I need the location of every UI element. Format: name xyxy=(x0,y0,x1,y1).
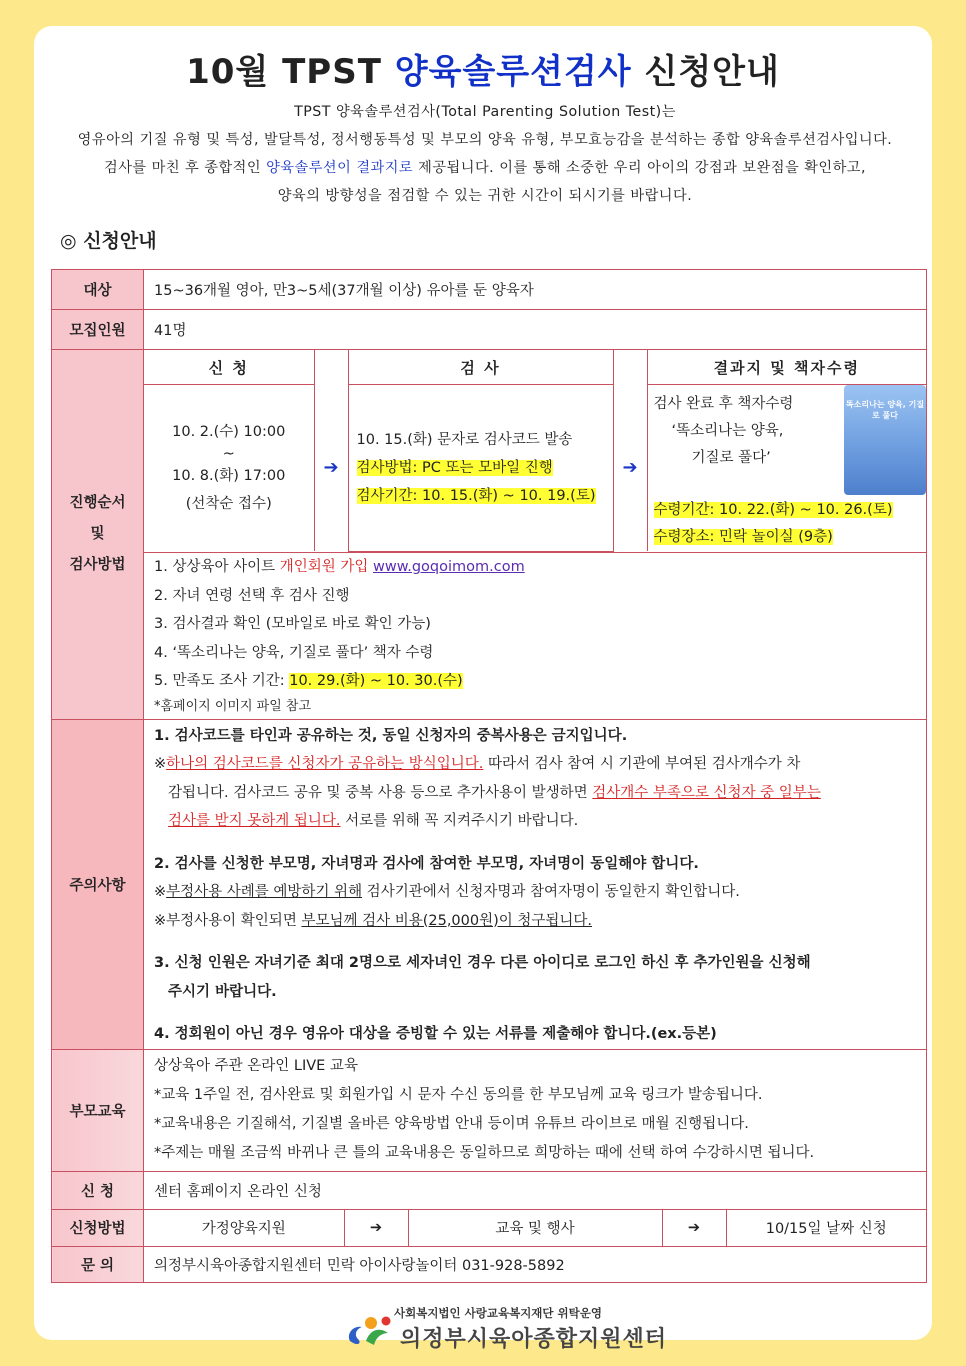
notice-paper xyxy=(34,26,932,1352)
contact-value: 의정부시육아종합지원센터 민락 아이사랑놀이터 031-928-5892 xyxy=(144,1246,927,1282)
method-step-1: 가정양육지원 xyxy=(144,1210,344,1246)
education-label: 부모교육 xyxy=(52,1049,144,1171)
contact-row xyxy=(52,1246,927,1282)
center-logo-icon xyxy=(344,1311,396,1349)
apply-label: 신 청 xyxy=(52,1171,144,1209)
apply-method-row xyxy=(52,1209,927,1246)
intro-text xyxy=(56,98,914,210)
intro-line-1: TPST 양육솔루션검사(Total Parenting Solution Test)는 xyxy=(294,104,676,120)
section-title: ◎ 신청안내 xyxy=(60,230,157,252)
apply-method-label: 신청방법 xyxy=(52,1209,144,1246)
caution-content: 1. 검사코드를 타인과 공유하는 것, 동일 신청자의 중복사용은 금지입니다. ※하나의 검사코드를 신청자가 공유하는 방식입니다. 따라서 검사 참여 시 기관에 부여된 검사개수가 차 감됩니다. 검사코드 공유 및 중복 사용 등으로 추가사용이 발생하면 검사개수 부족으로 신청자 중 일부는 검사를 받지 못하게 됩니다. 서로를 위해 꼭 지켜주시기 바랍니다. 2. 검사를 신청한 부모명, 자녀명과 검사에 참여한 부모명, 자녀명이 동일해야 합니다. ※부정사용 사례를 예방하기 위해 검사기관에서 신청자명과 참여자명이 동일한지 확인합니다. ※부정사용이 확인되면 부모님께 검사 비용(25,000원)이 청구됩니다. 3. 신청 인원은 자녀기준 최대 2명으로 세자녀인 경우 다른 아이디로 로그인 하신 후 추가인원을 신청해 주시기 바랍니다. 4. 정회원이 아닌 경우 영유아 대상을 증빙할 수 있는 서류를 제출해야 합니다.(ex.등본) xyxy=(144,719,927,1049)
step-test-body: 10. 15.(화) 문자로 검사코드 발송 검사방법: PC 또는 모바일 진행 검사기간: 10. 15.(화) ~ 10. 19.(토) xyxy=(348,385,613,552)
title-highlight: 양육솔루션검사 xyxy=(394,52,632,92)
step-result-body: 검사 완료 후 책자수령 ‘똑소리나는 양육, 기질로 풀다’ 똑소리나는 양육, 기질로 풀다 수령기간: 10. 22.(화) ~ 10. 26.(토) 수령장소: 민락 놀이실 (9층) xyxy=(647,385,926,552)
site-link[interactable]: www.goqoimom.com xyxy=(372,559,525,576)
intro-line-4: 양육의 방향성을 점검할 수 있는 귀한 시간이 되시기를 바랍니다. xyxy=(277,188,693,204)
target-label: 대상 xyxy=(52,270,144,310)
page-title: 10월 TPST 양육솔루션검사 신청안내 xyxy=(186,52,780,92)
education-content: 상상육아 주관 온라인 LIVE 교육 *교육 1주일 전, 검사완료 및 회원가입 시 문자 수신 동의를 한 부모님께 교육 링크가 발송됩니다. *교육내용은 기질해석, 기질별 올바른 양육방법 안내 등이며 유튜브 라이브로 매월 진행됩니다. *주제는 매월 조금씩 바뀌나 큰 틀의 교육내용은 동일하므로 희망하는 때에 선택 하여 수강하시면 됩니다. xyxy=(144,1049,927,1171)
apply-value: 센터 홈페이지 온라인 신청 xyxy=(144,1171,927,1209)
step-result-title: 결과지 및 책자수령 xyxy=(647,350,926,385)
org-operator: 사회복지법인 사랑교육복지재단 위탁운영 xyxy=(394,1306,602,1320)
contact-label: 문 의 xyxy=(52,1246,144,1282)
arrow-icon: ➔ xyxy=(344,1210,408,1246)
method-step-3: 10/15일 날짜 신청 xyxy=(765,1221,887,1237)
recruit-value: 41명 xyxy=(144,310,927,350)
intro-line-3: 검사를 마친 후 종합적인 양육솔루션이 결과지로 제공됩니다. 이를 통해 소중한 우리 아이의 강점과 보완점을 확인하고, xyxy=(103,160,866,176)
step-test-title: 검 사 xyxy=(348,350,613,385)
arrow-icon: ➔ xyxy=(622,457,638,478)
target-value: 15~36개월 영아, 만3~5세(37개월 이상) 유아를 둔 양육자 xyxy=(144,270,927,310)
recruit-row xyxy=(52,310,927,350)
arrow-icon: ➔ xyxy=(662,1210,726,1246)
step-apply-title: 신 청 xyxy=(144,350,314,385)
application-table xyxy=(51,269,927,1283)
education-row xyxy=(52,1049,927,1171)
book-cover-image: 똑소리나는 양육, 기질로 풀다 xyxy=(844,385,926,495)
process-list: 1. 상상육아 사이트 개인회원 가입 www.goqoimom.com 2. 자녀 연령 선택 후 검사 진행 3. 검사결과 확인 (모바일로 바로 확인 가능) 4. ‘똑소리나는 양육, 기질로 풀다’ 책자 수령 5. 만족도 조사 기간: 10. 29.(화) ~ 10. 30.(수) *홈페이지 이미지 파일 참고 xyxy=(144,552,927,719)
caution-row xyxy=(52,719,927,1049)
target-row xyxy=(52,270,927,310)
recruit-label: 모집인원 xyxy=(52,310,144,350)
apply-row xyxy=(52,1171,927,1209)
apply-method-steps xyxy=(144,1210,926,1246)
process-list-row xyxy=(52,552,927,719)
intro-line-2: 영유아의 기질 유형 및 특성, 발달특성, 정서행동특성 및 부모의 양육 유형, 부모효능감을 분석하는 종합 양육솔루션검사입니다. xyxy=(77,132,893,148)
arrow-icon: ➔ xyxy=(323,457,339,478)
org-name: 의정부시육아종합지원센터 xyxy=(400,1327,668,1352)
step-apply-body: 10. 2.(수) 10:00 ~ 10. 8.(화) 17:00 (선착순 접수) xyxy=(172,424,286,512)
method-step-2: 교육 및 행사 xyxy=(408,1210,662,1246)
process-label: 진행순서 및 검사방법 xyxy=(52,350,144,720)
process-steps xyxy=(144,350,926,552)
caution-label: 주의사항 xyxy=(52,719,144,1049)
process-steps-row xyxy=(52,350,927,553)
